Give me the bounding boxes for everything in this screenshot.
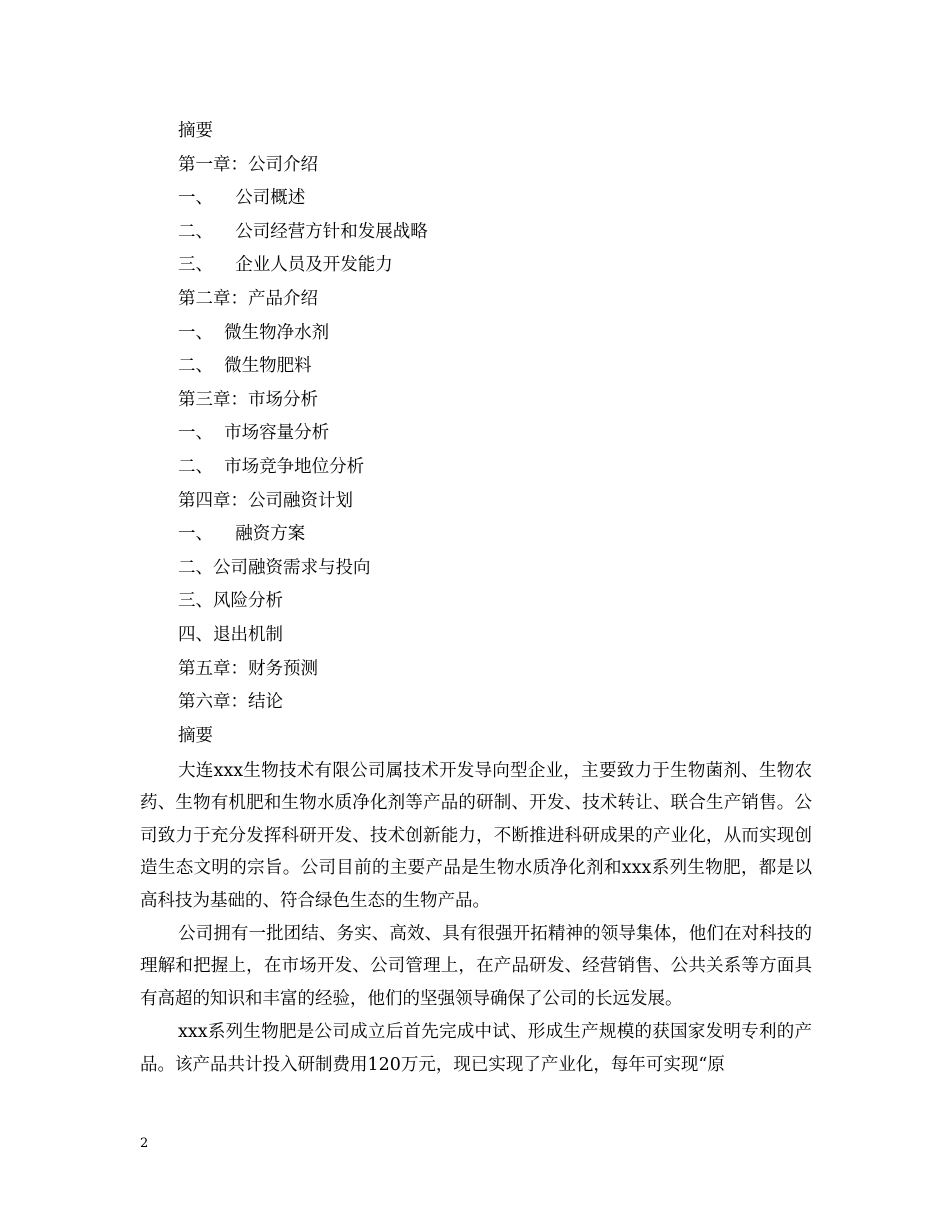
toc-item: 一、 市场容量分析 bbox=[178, 423, 330, 444]
section-heading-abstract: 摘要 bbox=[178, 725, 213, 746]
toc-item: 摘要 bbox=[178, 121, 213, 141]
toc-item: 四、退出机制 bbox=[178, 624, 283, 645]
abstract-body bbox=[140, 755, 812, 1082]
toc-item: 一、 公司概述 bbox=[178, 188, 306, 209]
toc-item: 二、 微生物肥料 bbox=[178, 356, 312, 377]
page-number: 2 bbox=[140, 1136, 149, 1151]
toc-item: 二、 公司经营方针和发展战略 bbox=[178, 221, 428, 242]
toc-item: 三、 企业人员及开发能力 bbox=[178, 255, 393, 276]
toc-item: 第四章：公司融资计划 bbox=[178, 490, 353, 511]
toc-item: 第二章：产品介绍 bbox=[178, 288, 318, 309]
toc-item: 第三章：市场分析 bbox=[178, 389, 318, 410]
toc-item: 三、风险分析 bbox=[178, 591, 283, 612]
table-of-contents bbox=[178, 115, 838, 753]
paragraph: xxx系列生物肥是公司成立后首先完成中试、形成生产规模的获国家发明专利的产品。该产品共计投入研制费用120万元，现已实现了产业化，每年可实现“原 bbox=[140, 1022, 812, 1075]
paragraph: 大连xxx生物技术有限公司属技术开发导向型企业，主要致力于生物菌剂、生物农药、生物有机肥和生物水质净化剂等产品的研制、开发、技术转让、联合生产销售。公司致力于充分发挥科研开发、技术创新能力，不断推进科研成果的产业化，从而实现创造生态文明的宗旨。公司目前的主要产品是生物水质净化剂和xxx系列生物肥，都是以高科技为基础的、符合绿色生态的生物产品。 bbox=[140, 761, 812, 911]
toc-item: 第五章：财务预测 bbox=[178, 658, 318, 679]
toc-item: 一、 微生物净水剂 bbox=[178, 322, 330, 343]
toc-item: 第六章：结论 bbox=[178, 692, 283, 713]
toc-item: 一、 融资方案 bbox=[178, 524, 306, 545]
toc-item: 第一章：公司介绍 bbox=[178, 154, 318, 175]
toc-item: 二、公司融资需求与投向 bbox=[178, 557, 371, 578]
toc-item: 二、 市场竞争地位分析 bbox=[178, 456, 365, 477]
paragraph: 公司拥有一批团结、务实、高效、具有很强开拓精神的领导集体，他们在对科技的理解和把握上，在市场开发、公司管理上，在产品研发、经营销售、公共关系等方面具有高超的知识和丰富的经验，他们的坚强领导确保了公司的长远发展。 bbox=[140, 924, 812, 1009]
